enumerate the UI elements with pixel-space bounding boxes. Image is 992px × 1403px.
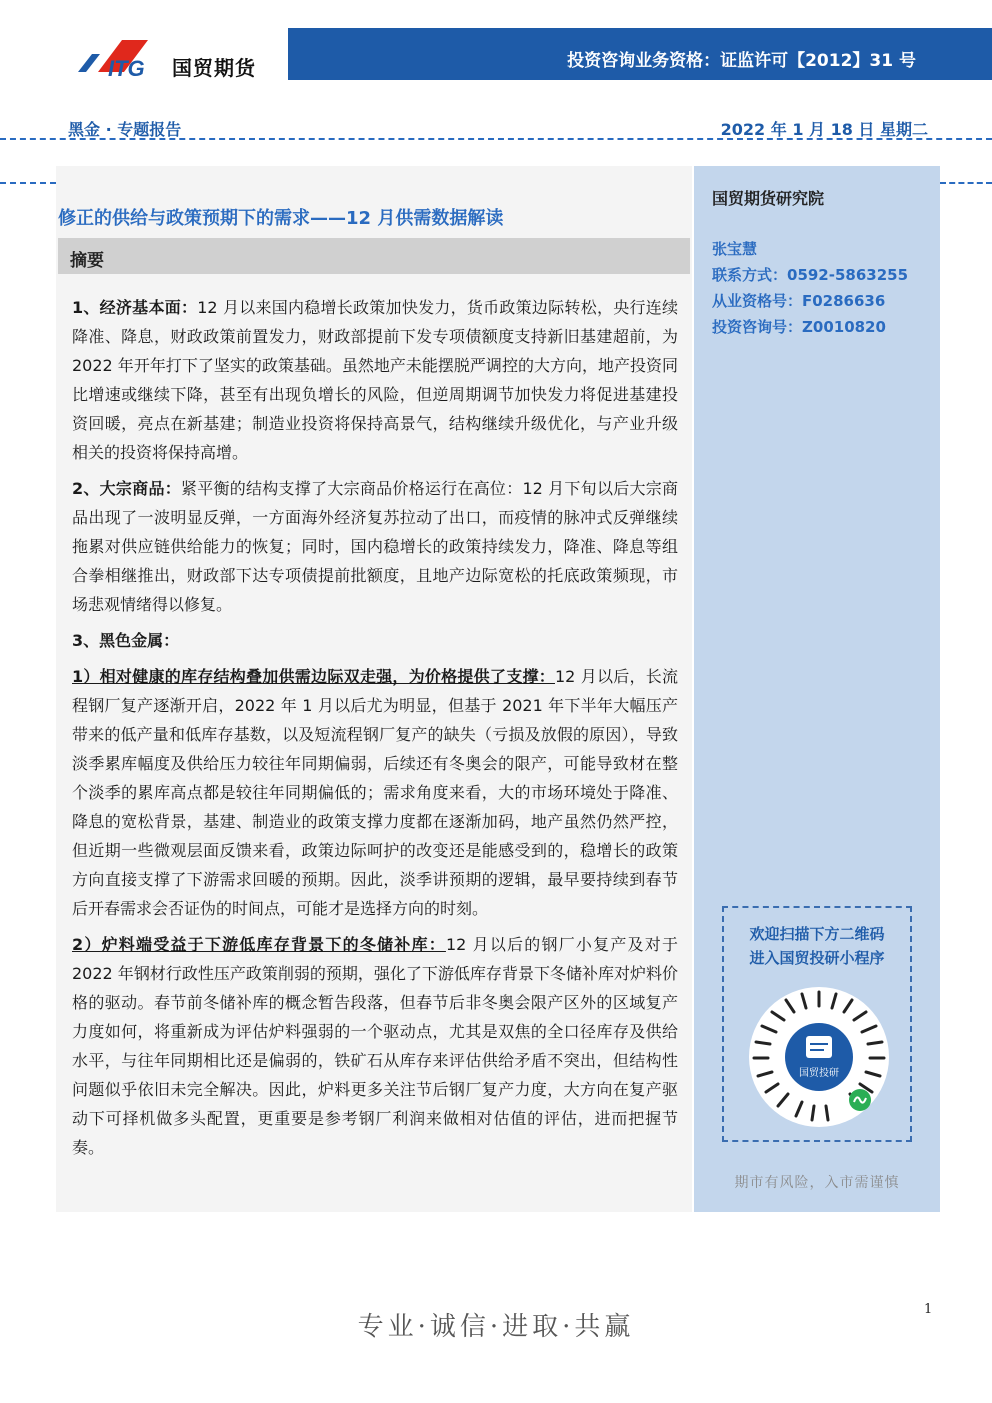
logo-text: 国贸期货	[172, 56, 256, 80]
paragraph-furnace-materials	[72, 930, 678, 1162]
analyst-consult: 投资咨询号：Z0010820	[712, 318, 886, 336]
paragraph-heading: 2）炉料端受益于下游低库存背景下的冬储补库：	[72, 935, 446, 954]
qr-caption-line: 欢迎扫描下方二维码	[749, 925, 885, 943]
paragraph-heading: 1、经济基本面：	[72, 298, 198, 317]
paragraph-heading: 2、大宗商品：	[72, 479, 181, 498]
analyst-name: 张宝慧	[712, 240, 758, 258]
analyst-info	[712, 236, 908, 340]
company-motto: 专业·诚信·进取·共赢	[357, 1312, 635, 1342]
qr-caption-line: 进入国贸投研小程序	[749, 949, 885, 967]
analyst-license: 从业资格号：F0286636	[712, 292, 886, 310]
paragraph-heading: 1）相对健康的库存结构叠加供需边际双走强，为价格提供了支撑：	[72, 667, 555, 686]
qr-caption	[724, 922, 910, 970]
paragraph-ferrous	[72, 626, 678, 655]
paragraph-text: 12 月以后，长流程钢厂复产逐渐开启，2022 年 1 月以后尤为明显，但基于 2021 年下半年大幅压产带来的低产量和低库存基数，以及短流程钢厂复产的缺失（亏损及放假的原因），导致淡季累库幅度及供给压力较往年同期偏弱，后续还有冬奥会的限产，可能导致材在整个淡季的累库高点都是较往年同期偏低的；需求角度来看，大的市场环境处于降准、降息的宽松背景，基建、制造业的政策支撑力度都在逐渐加码，地产虽然仍然严控，但近期一些微观层面反馈来看，政策边际呵护的改变还是能感受到的，稳增长的政策方向直接支撑了下游需求回暖的预期。因此，淡季讲预期的逻辑，最早要持续到春节后开春需求会否证伪的时间点，可能才是选择方向的时刻。	[72, 667, 678, 918]
report-date: 2022 年 1 月 18 日 星期二	[720, 120, 928, 139]
mini-program-qr-icon[interactable]	[746, 984, 892, 1130]
qualification-text: 投资咨询业务资格：证监许可【2012】31 号	[567, 51, 916, 71]
report-category: 黑金 · 专题报告	[68, 120, 182, 139]
divider-right	[940, 182, 992, 184]
analyst-contact: 联系方式：0592-5863255	[712, 266, 909, 284]
svg-text:ITG: ITG	[108, 56, 145, 78]
paragraph-economy	[72, 293, 678, 467]
paragraph-text: 12 月以后的钢厂小复产及对于 2022 年钢材行政性压产政策削弱的预期，强化了下游低库存背景下冬储补库对炉料价格的驱动。春节前冬储补库的概念暂告段落，但春节后非冬奥会限产区外的区域复产力度如何，将重新成为评估炉料强弱的一个驱动点，尤其是双焦的全口径库存及供给水平，与往年同期相比还是偏弱的，铁矿石从库存来评估供给矛盾不突出，但结构性问题似乎依旧未完全解决。因此，炉料更多关注节后钢厂复产力度，大方向在复产驱动下可择机做多头配置，更重要是参考钢厂利润来做相对估值的评估，进而把握节奏。	[72, 935, 678, 1157]
paragraph-text: 12 月以来国内稳增长政策加快发力，货币政策边际转松，央行连续降准、降息，财政政策前置发力，财政部提前下发专项债额度支持新旧基建超前，为 2022 年开年打下了坚实的政策基础。虽然地产未能摆脱严调控的大方向，地产投资同比增速或继续下降，甚至有出现负增长的风险，但逆周期调节加快发力将促进基建投资回暖，亮点在新基建；制造业投资将保持高景气，结构继续升级优化，与产业升级相关的投资将保持高增。	[72, 298, 678, 462]
divider-left	[0, 182, 56, 184]
report-body	[72, 293, 678, 1169]
paragraph-inventory	[72, 662, 678, 923]
header-bar	[288, 28, 992, 80]
paragraph-heading: 3、黑色金属：	[72, 631, 180, 650]
risk-warning: 期市有风险，入市需谨慎	[734, 1175, 900, 1191]
itg-logo-icon	[78, 36, 170, 78]
page-number: 1	[924, 1302, 933, 1317]
institute-name: 国贸期货研究院	[712, 189, 825, 208]
qr-box	[722, 906, 912, 1142]
abstract-label: 摘要	[70, 251, 104, 271]
report-title: 修正的供给与政策预期下的需求——12 月供需数据解读	[58, 208, 504, 229]
qr-center-label: 国贸投研	[799, 1068, 839, 1079]
paragraph-commodities	[72, 474, 678, 619]
abstract-bar	[58, 238, 690, 274]
paragraph-text: 紧平衡的结构支撑了大宗商品价格运行在高位：12 月下旬以后大宗商品出现了一波明显反弹，一方面海外经济复苏拉动了出口，而疫情的脉冲式反弹继续拖累对供应链供给能力的恢复；同时，国内稳增长的政策持续发力，降准、降息等组合拳相继推出，财政部下达专项债提前批额度，且地产边际宽松的托底政策频现，市场悲观情绪得以修复。	[72, 479, 678, 614]
divider-top	[0, 138, 992, 140]
